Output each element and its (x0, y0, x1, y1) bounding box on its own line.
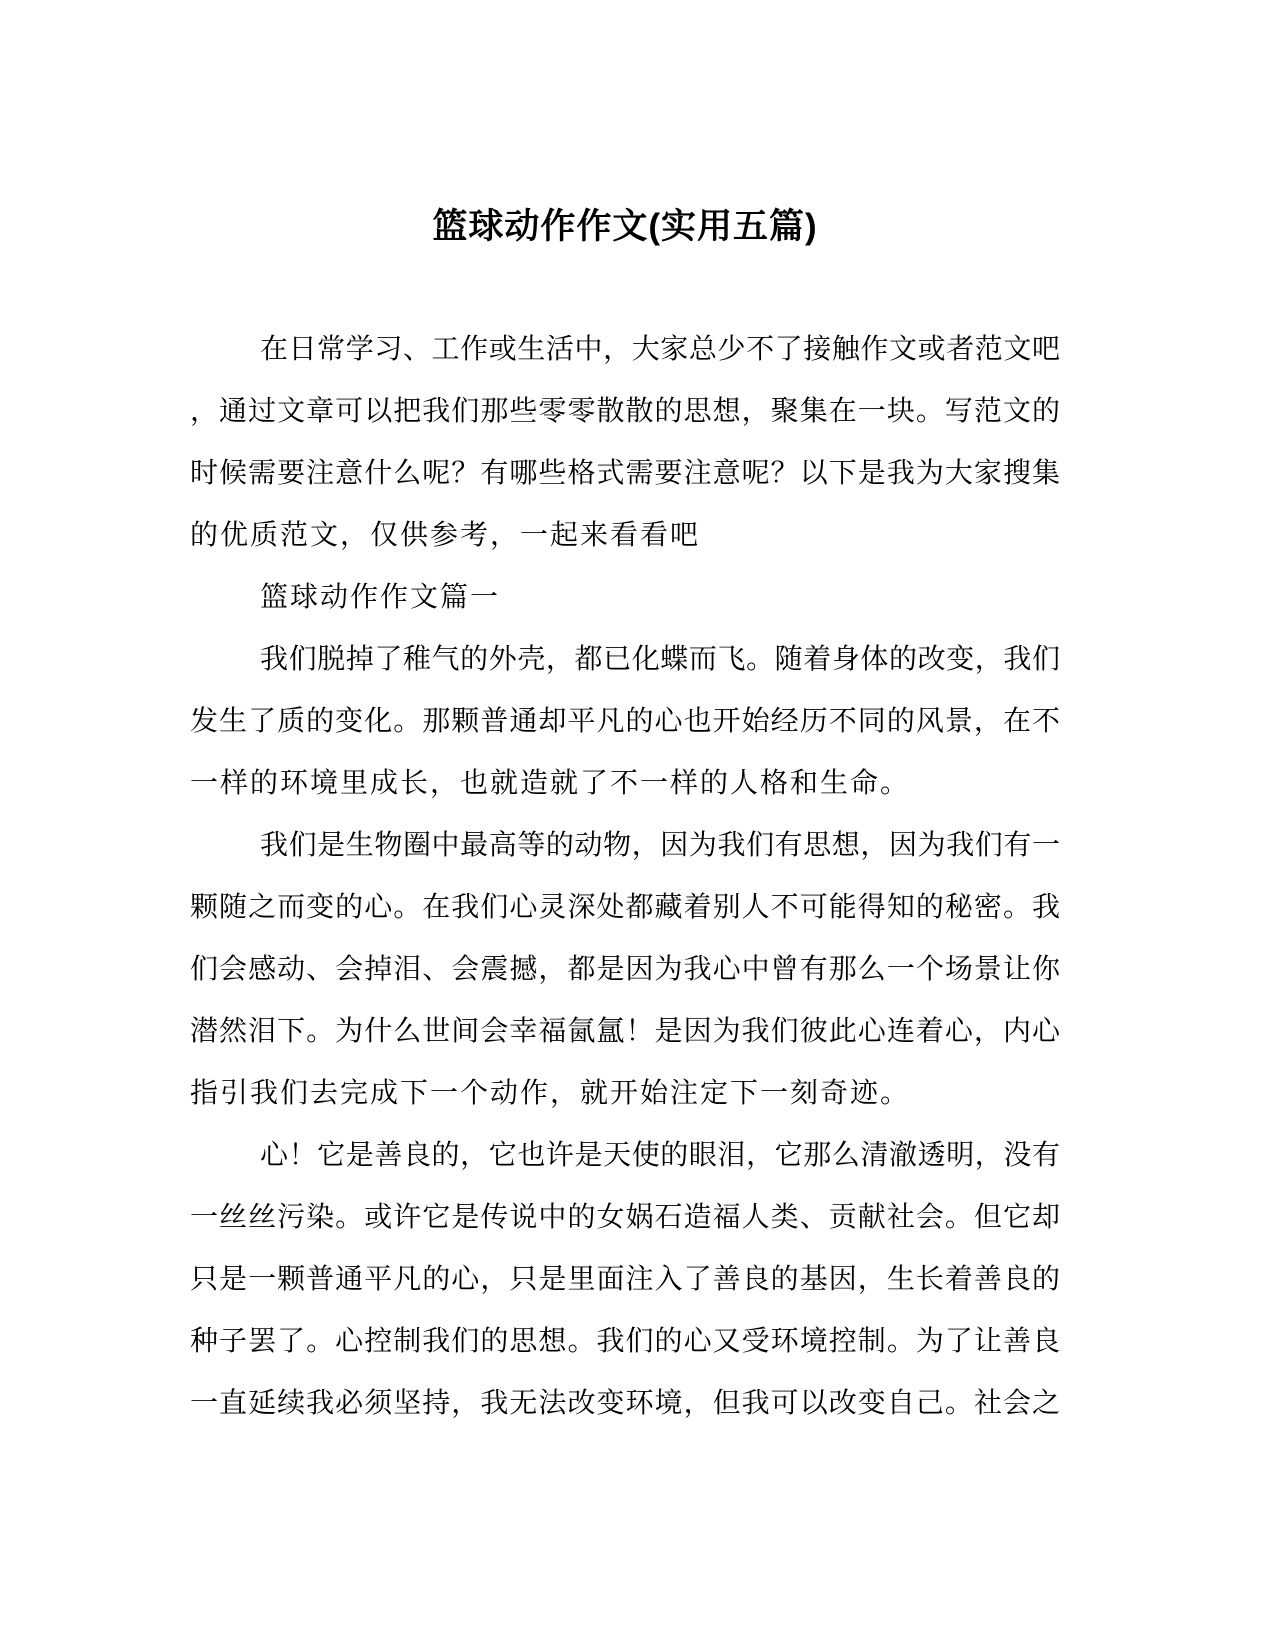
text-line: 发生了质的变化。那颗普通却平凡的心也开始经历不同的风景，在不 (190, 706, 1060, 737)
paragraph (190, 319, 1060, 567)
paragraph (190, 1125, 1060, 1435)
paragraph (190, 629, 1060, 815)
document-title: 篮球动作作文(实用五篇) (432, 207, 818, 246)
text-line: 种子罢了。心控制我们的思想。我们的心又受环境控制。为了让善良 (190, 1326, 1060, 1357)
document-body (190, 319, 1060, 1435)
text-line: 心！它是善良的，它也许是天使的眼泪，它那么清澈透明，没有 (260, 1140, 1060, 1171)
paragraph (190, 815, 1060, 1125)
text-line: 一丝丝污染。或许它是传说中的女娲石造福人类、贡献社会。但它却 (190, 1202, 1060, 1233)
text-line: 在日常学习、工作或生活中，大家总少不了接触作文或者范文吧 (260, 334, 1060, 365)
text-line: 只是一颗普通平凡的心，只是里面注入了善良的基因，生长着善良的 (190, 1264, 1060, 1295)
text-line: 一样的环境里成长，也就造就了不一样的人格和生命。 (190, 768, 911, 799)
text-line: 时候需要注意什么呢？有哪些格式需要注意呢？以下是我为大家搜集 (190, 458, 1060, 489)
text-line: 颗随之而变的心。在我们心灵深处都藏着别人不可能得知的秘密。我 (190, 892, 1060, 923)
text-line: 指引我们去完成下一个动作，就开始注定下一刻奇迹。 (190, 1078, 911, 1109)
text-line: 的优质范文，仅供参考，一起来看看吧 (190, 520, 701, 551)
text-line: ，通过文章可以把我们那些零零散散的思想，聚集在一块。写范文的 (190, 396, 1060, 427)
text-line: 篮球动作作文篇一 (260, 582, 501, 613)
text-line: 我们脱掉了稚气的外壳，都已化蝶而飞。随着身体的改变，我们 (260, 644, 1060, 675)
paragraph (190, 567, 1060, 629)
text-line: 我们是生物圈中最高等的动物，因为我们有思想，因为我们有一 (260, 830, 1060, 861)
text-line: 潜然泪下。为什么世间会幸福氤氲！是因为我们彼此心连着心，内心 (190, 1016, 1060, 1047)
text-line: 们会感动、会掉泪、会震撼，都是因为我心中曾有那么一个场景让你 (190, 954, 1060, 985)
text-line: 一直延续我必须坚持，我无法改变环境，但我可以改变自己。社会之 (190, 1388, 1060, 1419)
